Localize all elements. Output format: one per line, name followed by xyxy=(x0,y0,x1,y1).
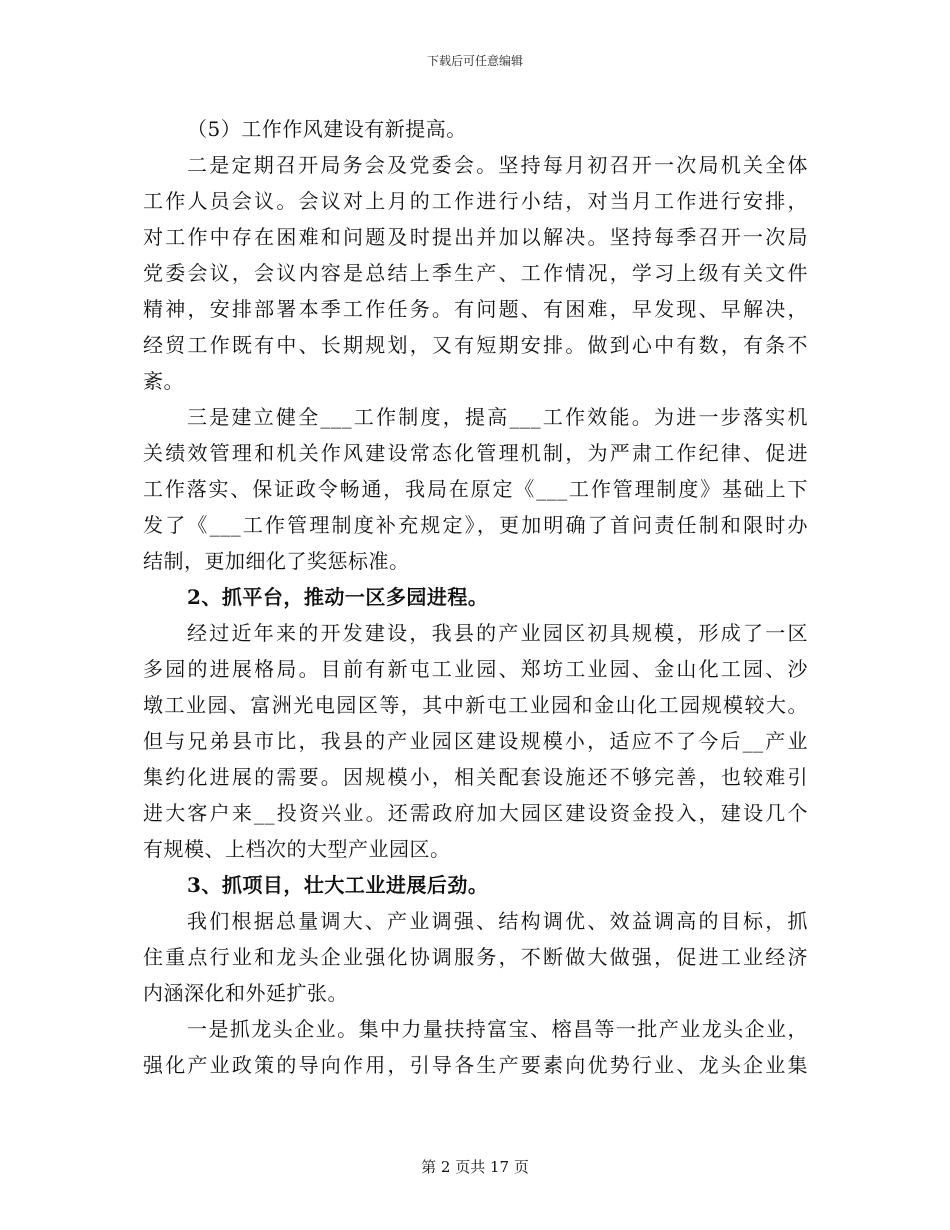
text-line: 对工作中存在困难和问题及时提出并加以解决。坚持每季召开一次局 xyxy=(143,225,808,249)
paragraph xyxy=(143,111,808,147)
text-line: 进大客户来__投资兴业。还需政府加大园区建设资金投入，建设几个 xyxy=(143,801,808,825)
text-line: 党委会议，会议内容是总结上季生产、工作情况，学习上级有关文件 xyxy=(143,261,808,285)
page-header: 下载后可任意编辑 xyxy=(426,54,523,68)
section-heading xyxy=(143,579,808,615)
text-line: 结制，更加细化了奖惩标准。 xyxy=(143,549,410,573)
section-heading xyxy=(143,867,808,903)
paragraph xyxy=(143,399,808,579)
text-line: 但与兄弟县市比，我县的产业园区建设规模小，适应不了今后__产业 xyxy=(143,729,808,753)
document-body xyxy=(143,111,808,1083)
text-line: 二是定期召开局务会及党委会。坚持每月初召开一次局机关全体 xyxy=(187,153,808,177)
page-number: 第 2 页共 17 页 xyxy=(421,1158,529,1176)
text-line: 墩工业园、富洲光电园区等，其中新屯工业园和金山化工园规模较大。 xyxy=(143,693,808,717)
text-line: 三是建立健全___工作制度，提高___工作效能。为进一步落实机 xyxy=(187,405,808,429)
text-line: 集约化进展的需要。因规模小，相关配套设施还不够完善，也较难引 xyxy=(143,765,808,789)
text-line: 多园的进展格局。目前有新屯工业园、郑坊工业园、金山化工园、沙 xyxy=(143,657,808,681)
text-line: 工作人员会议。会议对上月的工作进行小结，对当月工作进行安排， xyxy=(143,189,808,213)
paragraph xyxy=(143,1011,808,1083)
heading-line: 2、抓平台，推动一区多园进程。 xyxy=(187,585,489,609)
text-line: 经过近年来的开发建设，我县的产业园区初具规模，形成了一区 xyxy=(187,621,808,645)
text-line: （5）工作作风建设有新提高。 xyxy=(187,117,467,141)
text-line: 我们根据总量调大、产业调强、结构调优、效益调高的目标，抓 xyxy=(187,909,808,933)
text-line: 一是抓龙头企业。集中力量扶持富宝、榕昌等一批产业龙头企业， xyxy=(187,1017,808,1041)
text-line: 工作落实、保证政令畅通，我局在原定《___工作管理制度》基础上下 xyxy=(143,477,808,501)
text-line: 关绩效管理和机关作风建设常态化管理机制，为严肃工作纪律、促进 xyxy=(143,441,808,465)
text-line: 发了《___工作管理制度补充规定》，更加明确了首问责任制和限时办 xyxy=(143,513,808,537)
text-line: 紊。 xyxy=(143,369,184,393)
text-line: 经贸工作既有中、长期规划，又有短期安排。做到心中有数，有条不 xyxy=(143,333,808,357)
paragraph xyxy=(143,903,808,1011)
text-line: 有规模、上档次的大型产业园区。 xyxy=(143,837,451,861)
heading-line: 3、抓项目，壮大工业进展后劲。 xyxy=(187,873,489,897)
text-line: 精神，安排部署本季工作任务。有问题、有困难，早发现、早解决， xyxy=(143,297,808,321)
text-line: 住重点行业和龙头企业强化协调服务，不断做大做强，促进工业经济 xyxy=(143,945,808,969)
text-line: 强化产业政策的导向作用，引导各生产要素向优势行业、龙头企业集 xyxy=(143,1053,808,1077)
text-line: 内涵深化和外延扩张。 xyxy=(143,981,348,1005)
paragraph xyxy=(143,147,808,399)
paragraph xyxy=(143,615,808,867)
